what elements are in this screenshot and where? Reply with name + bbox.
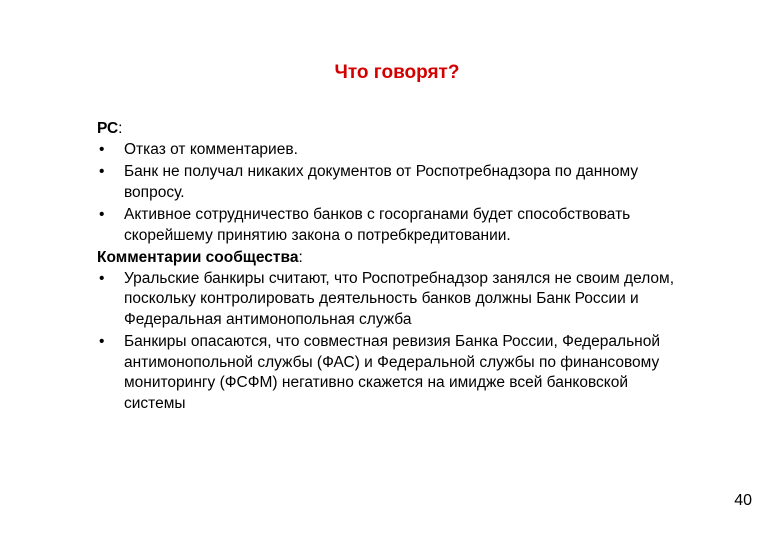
slide-content xyxy=(97,119,677,416)
section-heading-label: РС xyxy=(97,120,119,137)
section-community xyxy=(97,248,677,414)
section-heading xyxy=(97,119,677,140)
list-item xyxy=(97,205,677,246)
list-item-text: Отказ от комментариев. xyxy=(124,140,298,158)
page-number: 40 xyxy=(734,492,752,509)
list-item xyxy=(97,162,677,203)
bullet-icon: • xyxy=(99,140,105,158)
list-item-text: Банкиры опасаются, что совместная ревизия Банка России, Федеральной антимонопольной службы (ФАС) и Федеральной службы по финансовому мониторингу (ФСФМ) негативно скажется на имидже всей банковской системы xyxy=(124,333,660,412)
list-item-text: Банк не получал никаких документов от Роспотребнадзора по данному вопросу. xyxy=(124,163,639,201)
section-heading-colon: : xyxy=(298,249,303,266)
list-item xyxy=(97,140,677,161)
bullet-list xyxy=(97,140,677,247)
bullet-icon: • xyxy=(99,269,105,287)
bullet-list xyxy=(97,269,677,415)
section-heading-label: Комментарии сообщества xyxy=(97,249,299,266)
section-heading xyxy=(97,248,677,269)
section-heading-colon: : xyxy=(118,120,123,137)
bullet-icon: • xyxy=(99,163,105,180)
list-item-text: Активное сотрудничество банков с госорганами будет способствовать скорейшему принятию закона о потребкредитовании. xyxy=(124,206,631,244)
list-item-text: Уральские банкиры считают, что Роспотребнадзор занялся не своим делом, поскольку контролировать деятельность банков должны Банк России и Федеральная антимонопольная служба xyxy=(124,269,675,328)
list-item xyxy=(97,269,677,331)
bullet-icon: • xyxy=(99,206,105,223)
bullet-icon: • xyxy=(99,333,105,350)
slide-title: Что говорят? xyxy=(334,62,460,83)
list-item xyxy=(97,332,677,414)
section-rs xyxy=(97,119,677,246)
